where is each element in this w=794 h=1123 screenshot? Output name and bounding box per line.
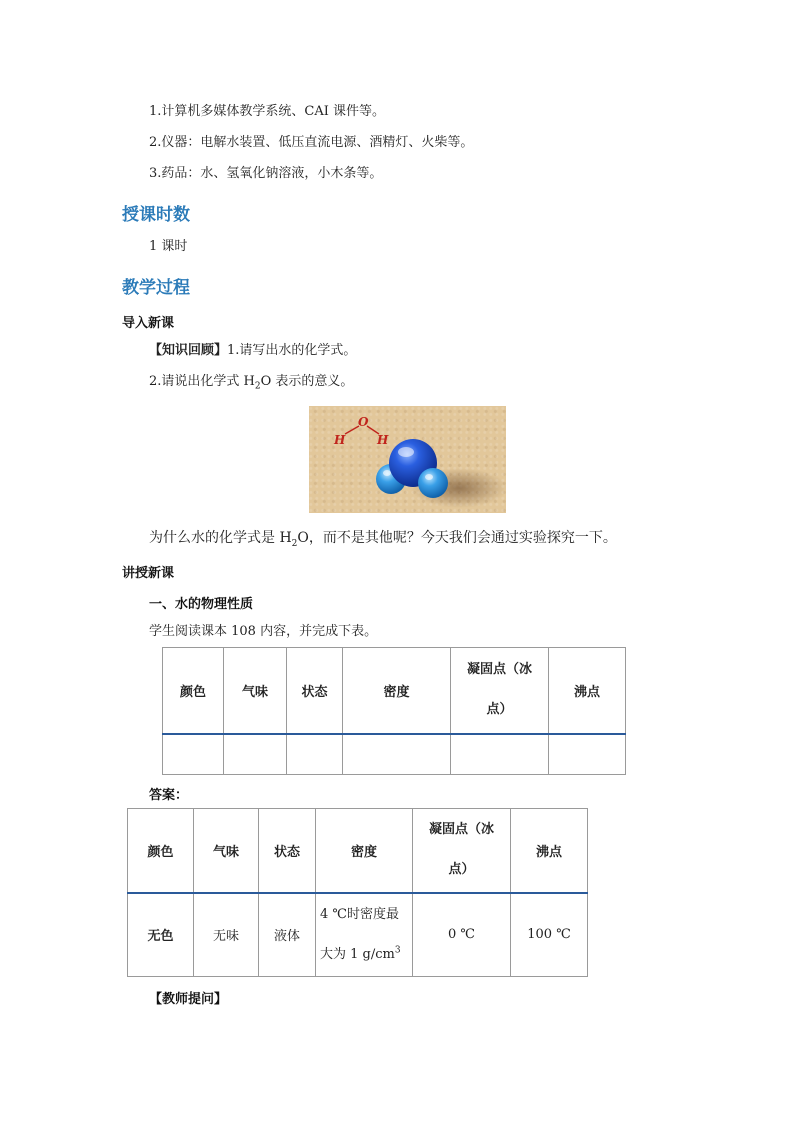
cell-state: 液体	[259, 893, 316, 977]
density-line1: 4 ℃时密度最	[320, 906, 399, 922]
materials-item-1: 1.计算机多媒体教学系统、CAI 课件等。	[149, 104, 386, 119]
teacher-question-tag: 【教师提问】	[149, 992, 228, 1007]
process-heading: 教学过程	[122, 278, 190, 298]
cell-color: 无色	[128, 893, 194, 977]
header-boiling-point: 沸点	[511, 809, 588, 893]
table-header-row	[128, 809, 588, 893]
section1-heading: 一、水的物理性质	[149, 597, 254, 612]
cell-empty[interactable]	[343, 734, 451, 775]
header-state: 状态	[259, 809, 316, 893]
header-smell: 气味	[224, 648, 287, 734]
materials-item-2: 2.仪器：电解水装置、低压直流电源、酒精灯、火柴等。	[149, 135, 474, 150]
cell-density	[316, 893, 413, 977]
table-row	[128, 893, 588, 977]
cell-empty[interactable]	[451, 734, 549, 775]
review-question-1: 1.请写出水的化学式。	[227, 343, 357, 358]
header-smell: 气味	[194, 809, 259, 893]
superscript: 3	[394, 945, 401, 956]
properties-table-answer	[127, 808, 588, 977]
intro-question	[149, 529, 617, 547]
review-q2-text: 2.请说出化学式 H	[149, 374, 255, 389]
question-text: 为什么水的化学式是 H	[149, 530, 292, 546]
review-tag: 【知识回顾】	[149, 343, 228, 358]
header-freezing-point	[413, 809, 511, 893]
header-freezing-line1: 凝固点（冰	[428, 822, 494, 838]
cell-empty[interactable]	[224, 734, 287, 775]
hydrogen-atom-right	[418, 468, 448, 498]
header-density: 密度	[343, 648, 451, 734]
hours-text: 1 课时	[149, 239, 188, 254]
hydrogen-label-left: H	[334, 433, 346, 447]
header-freezing-point	[451, 648, 549, 734]
water-molecule-illustration	[309, 406, 506, 513]
lecture-heading: 讲授新课	[122, 566, 175, 581]
density-line2	[320, 935, 408, 975]
cell-freezing: 0 ℃	[413, 893, 511, 977]
hydrogen-label-right: H	[377, 433, 389, 447]
table-row	[163, 734, 626, 775]
hydrogen-highlight-left	[383, 470, 391, 476]
review-question-2	[149, 373, 353, 391]
header-color: 颜色	[128, 809, 194, 893]
oxygen-label: O	[358, 415, 369, 429]
read-instruction: 学生阅读课本 108 内容，并完成下表。	[149, 624, 378, 639]
header-freezing-line2: 点）	[448, 862, 475, 878]
intro-heading: 导入新课	[122, 316, 175, 331]
header-freezing-line1: 凝固点（冰	[466, 662, 532, 678]
cell-empty[interactable]	[549, 734, 626, 775]
cell-empty[interactable]	[287, 734, 343, 775]
review-line	[149, 342, 356, 360]
header-state: 状态	[287, 648, 343, 734]
question-text-end: O，而不是其他呢？今天我们会通过实验探究一下。	[297, 530, 617, 546]
cell-empty[interactable]	[163, 734, 224, 775]
water-molecule-image	[309, 406, 506, 513]
subscript: 2	[291, 538, 298, 549]
header-boiling-point: 沸点	[549, 648, 626, 734]
cell-boiling: 100 ℃	[511, 893, 588, 977]
cell-smell: 无味	[194, 893, 259, 977]
header-density: 密度	[316, 809, 413, 893]
oxygen-highlight	[398, 447, 414, 457]
header-color: 颜色	[163, 648, 224, 734]
properties-table-blank	[162, 647, 626, 775]
hours-heading: 授课时数	[122, 205, 190, 225]
header-freezing-line2: 点）	[486, 702, 513, 718]
density-value: 大为 1 g/cm	[320, 946, 395, 962]
table-header-row	[163, 648, 626, 734]
materials-item-3: 3.药品：水、氢氧化钠溶液，小木条等。	[149, 166, 383, 181]
hydrogen-highlight-right	[425, 474, 433, 480]
review-q2-text-end: O 表示的意义。	[260, 374, 354, 389]
subscript: 2	[254, 381, 261, 392]
answer-label: 答案：	[149, 788, 189, 803]
